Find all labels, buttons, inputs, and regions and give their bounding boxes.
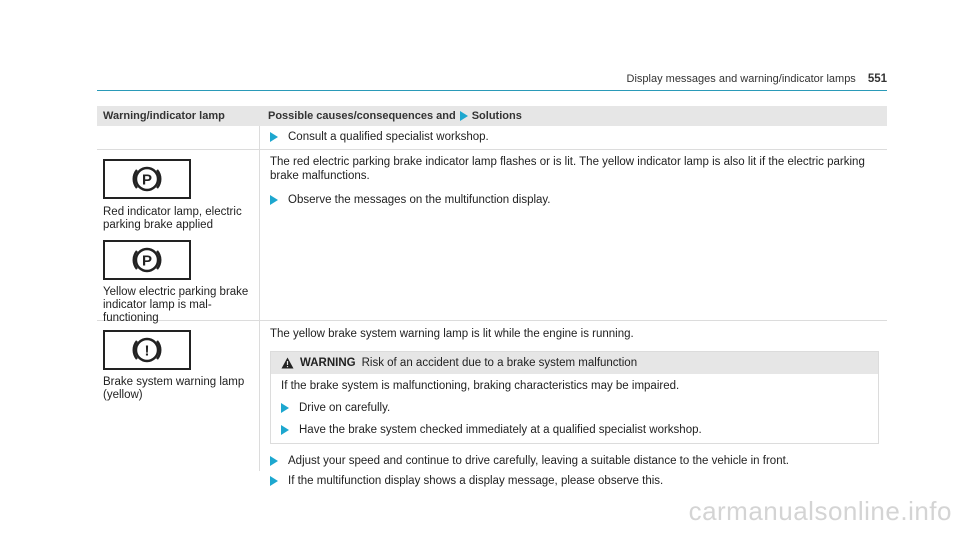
warning-bullet: [281, 423, 868, 437]
warning-triangle-icon: [281, 357, 294, 369]
solution-text: Consult a qualified specialist workshop.: [288, 131, 489, 143]
arrow-bullet-icon: [281, 403, 289, 413]
solution-bullet: [270, 193, 879, 207]
table-row: [97, 150, 887, 324]
cause-text: The red electric parking brake indicator lamp flashes or is lit. The yellow indicator lamp is also lit if the electric parking brake malfunctions.: [270, 156, 865, 182]
causes-cell: [260, 321, 887, 487]
warning-label: WARNING: [300, 357, 356, 369]
parking-brake-icon: [103, 159, 191, 199]
solution-bullet: [270, 130, 879, 144]
warning-title: [271, 352, 878, 374]
solution-bullet: [270, 454, 879, 468]
col-header-causes: [260, 110, 522, 122]
lamp-caption: Brake system warning lamp (yellow): [103, 376, 245, 401]
col-header-causes-label: Possible causes/consequences and: [268, 110, 456, 122]
warning-bullet: [281, 401, 868, 415]
header-title: Display messages and warning/indicator lamps: [626, 73, 856, 85]
svg-text:!: !: [144, 342, 150, 360]
lamp-caption: Yellow electric parking brake indicator lamp is mal-functioning: [103, 286, 249, 324]
svg-text:P: P: [141, 252, 153, 270]
lamp-caption: Red indicator lamp, electric parking brake applied: [103, 206, 242, 231]
parking-brake-icon: [103, 240, 191, 280]
lamp-cell: [97, 150, 260, 324]
watermark: carmanualsonline.info: [688, 496, 952, 526]
arrow-bullet-icon: [270, 195, 278, 205]
page-number: 551: [867, 73, 887, 85]
header-rule: [97, 90, 887, 91]
causes-cell: [260, 126, 887, 149]
solution-text: If the multifunction display shows a display message, please observe this.: [288, 475, 664, 487]
brake-warning-icon: [103, 330, 191, 370]
table-header: [97, 106, 887, 126]
warning-heading: Risk of an accident due to a brake system malfunction: [361, 357, 638, 369]
lamp-cell: [97, 321, 260, 471]
warning-text: If the brake system is malfunctioning, braking characteristics may be impaired.: [281, 380, 680, 392]
table-row: [97, 126, 887, 150]
arrow-bullet-icon: [270, 456, 278, 466]
col-header-solutions-label: Solutions: [471, 110, 522, 122]
arrow-bullet-icon: [281, 425, 289, 435]
lamp-cell: [97, 126, 260, 149]
page-header: [627, 73, 887, 85]
warning-body: [271, 374, 878, 443]
col-header-lamp: Warning/indicator lamp: [103, 110, 225, 122]
svg-text:P: P: [141, 171, 153, 189]
cause-text: The yellow brake system warning lamp is lit while the engine is running.: [270, 328, 634, 340]
warning-lamp-table: [97, 106, 887, 487]
warning-bullet-text: Have the brake system checked immediately at a qualified specialist workshop.: [299, 424, 702, 436]
solution-text: Observe the messages on the multifunction display.: [288, 194, 551, 206]
table-row: [97, 321, 887, 487]
arrow-bullet-icon: [460, 111, 468, 121]
causes-cell: [260, 150, 887, 320]
solution-text: Adjust your speed and continue to drive carefully, leaving a suitable distance to the vehicle in front.: [288, 455, 789, 467]
arrow-bullet-icon: [270, 132, 278, 142]
arrow-bullet-icon: [270, 476, 278, 486]
warning-box: [270, 351, 879, 444]
warning-bullet-text: Drive on carefully.: [299, 402, 391, 414]
solution-bullet: [270, 474, 879, 488]
